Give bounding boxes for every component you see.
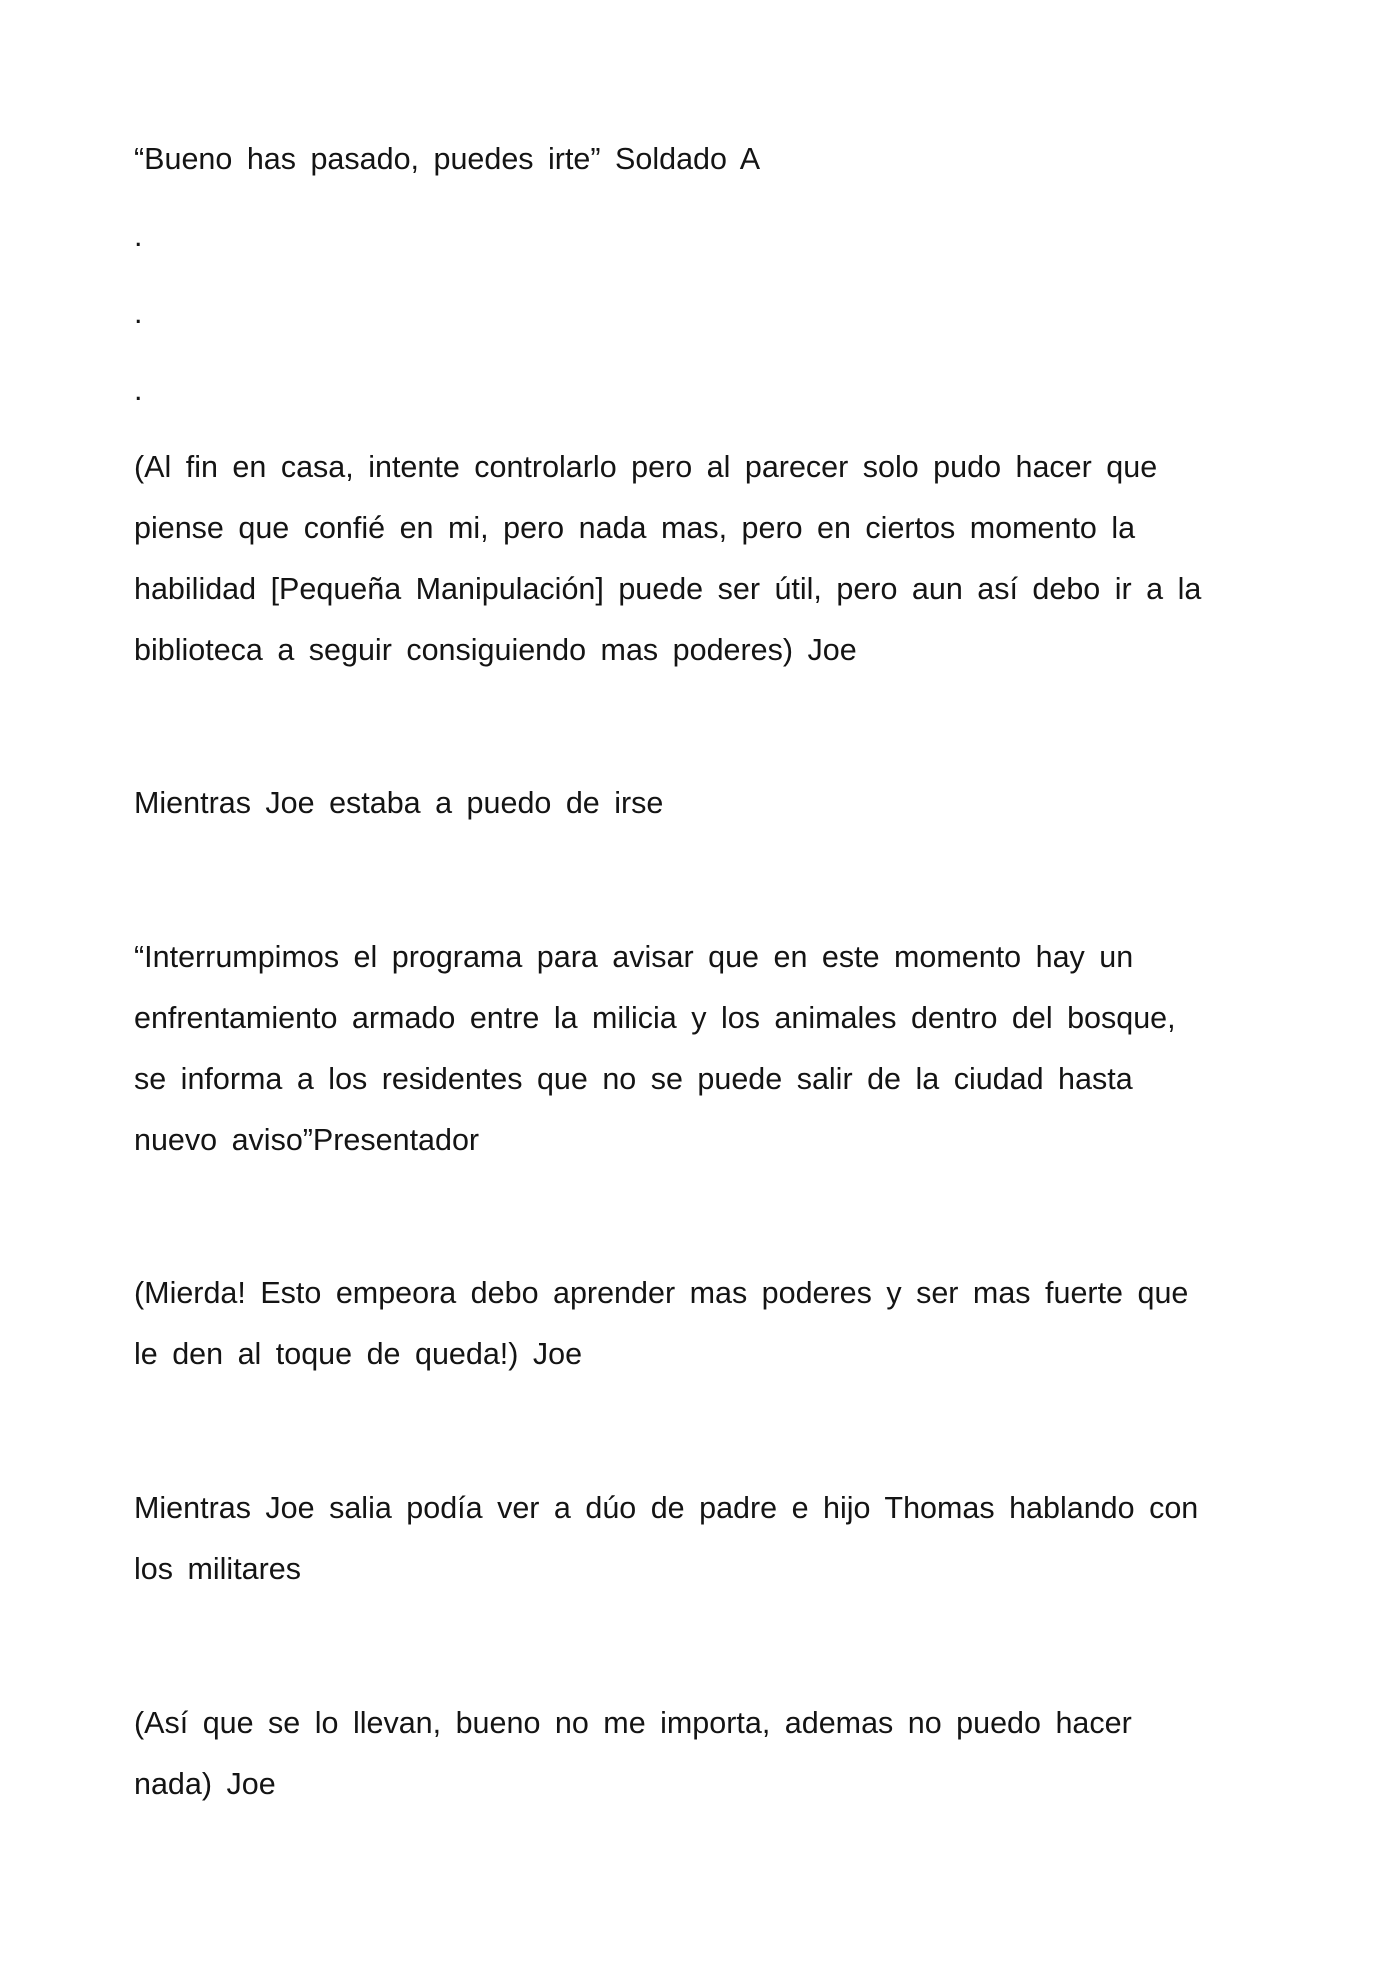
text-line: (Al fin en casa, intente controlarlo pero al parecer solo pudo hacer que bbox=[134, 450, 1158, 484]
text-line: “Interrumpimos el programa para avisar que en este momento hay un bbox=[134, 940, 1134, 974]
paragraph-joe-thoughts-curfew bbox=[134, 1263, 1294, 1385]
text-line: Mientras Joe estaba a puedo de irse bbox=[134, 786, 664, 820]
text-line: (Así que se lo llevan, bueno no me importa, ademas no puedo hacer bbox=[134, 1706, 1132, 1740]
paragraph-narration-thomas bbox=[134, 1478, 1294, 1600]
text-line: enfrentamiento armado entre la milicia y los animales dentro del bosque, bbox=[134, 1001, 1176, 1035]
text-line: nuevo aviso”Presentador bbox=[134, 1123, 480, 1157]
text-line: nada) Joe bbox=[134, 1767, 276, 1801]
text-line: (Mierda! Esto empeora debo aprender mas poderes y ser mas fuerte que bbox=[134, 1276, 1189, 1310]
paragraph-narration-leaving bbox=[134, 773, 1294, 834]
ellipsis-dot: . bbox=[134, 373, 143, 407]
text-line: piense que confié en mi, pero nada mas, pero en ciertos momento la bbox=[134, 511, 1136, 545]
text-line: biblioteca a seguir consiguiendo mas poderes) Joe bbox=[134, 633, 857, 667]
ellipsis-dot: . bbox=[134, 296, 143, 330]
paragraph-broadcast bbox=[134, 927, 1294, 1171]
text-line: los militares bbox=[134, 1552, 302, 1586]
text-line: se informa a los residentes que no se puede salir de la ciudad hasta bbox=[134, 1062, 1133, 1096]
text-line: habilidad [Pequeña Manipulación] puede ser útil, pero aun así debo ir a la bbox=[134, 572, 1202, 606]
text-line: “Bueno has pasado, puedes irte” Soldado A bbox=[134, 142, 761, 176]
ellipsis-dot: . bbox=[134, 219, 143, 253]
paragraph-joe-thoughts-end bbox=[134, 1693, 1294, 1815]
paragraph-soldier-line bbox=[134, 129, 1294, 190]
text-line: Mientras Joe salia podía ver a dúo de padre e hijo Thomas hablando con bbox=[134, 1491, 1199, 1525]
paragraph-joe-thoughts-home bbox=[134, 437, 1294, 681]
text-line: le den al toque de queda!) Joe bbox=[134, 1337, 583, 1371]
